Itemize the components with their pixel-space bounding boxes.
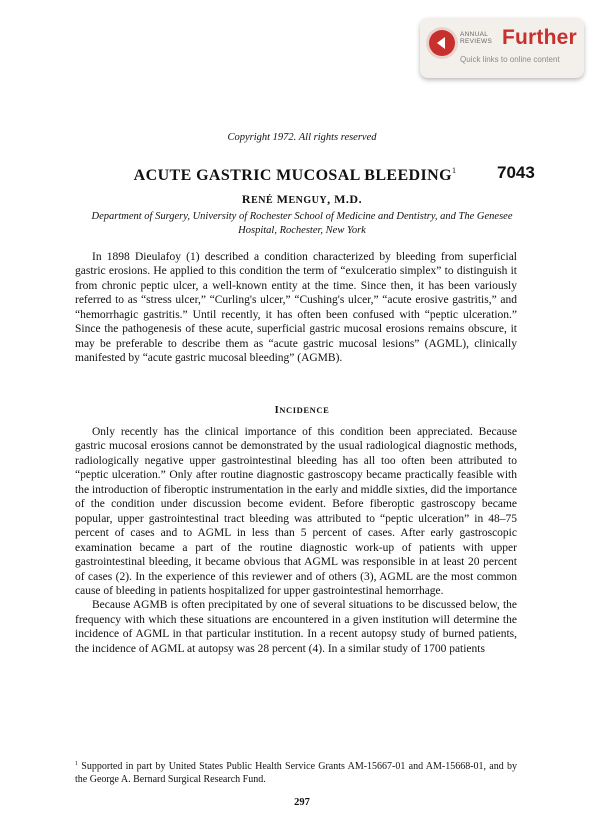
document-number: 7043 bbox=[497, 163, 535, 182]
article-title bbox=[60, 166, 530, 185]
author-last-rest: ENGUY bbox=[288, 195, 328, 206]
author-first-initial: R bbox=[241, 192, 252, 206]
heading-initial: I bbox=[274, 405, 280, 416]
intro-section bbox=[75, 250, 517, 366]
footnote-text: Supported in part by United States Public Health Service Grants AM-15667-01 and AM-15668-01, and by the George A. Bernard Surgical Research Fund. bbox=[75, 761, 517, 785]
footnote-mark: 1 bbox=[75, 761, 78, 767]
author-degree: , M.D. bbox=[327, 192, 363, 206]
article-title-text: ACUTE GASTRIC MUCOSAL BLEEDING bbox=[133, 167, 452, 184]
author-name bbox=[0, 192, 604, 207]
footnote bbox=[75, 758, 517, 786]
incidence-section bbox=[75, 425, 517, 656]
page-number: 297 bbox=[294, 797, 310, 808]
paragraph-incidence-2: Because AGMB is often precipitated by one of several situations to be discussed below, the frequency with which these situations are encountered in a given institution will determine the incidence of AGML in that particular institution. In a recent autopsy study of burned patients, the incidence of AGML at autopsy was 28 percent (4). In a similar study of 1700 patients bbox=[75, 599, 517, 655]
heading-rest: NCIDENCE bbox=[279, 405, 330, 415]
quick-links-label: Quick links to online content bbox=[460, 55, 560, 64]
section-heading-incidence bbox=[0, 405, 604, 416]
author-first-rest: ENÉ bbox=[251, 195, 274, 206]
paragraph-incidence-1: Only recently has the clinical importance of this condition been appreciated. Because gastric mucosal erosions cannot be demonstrated by the usual radiological diagnostic methods, radiologically negative upper gastrointestinal bleeding has all too often been attributed to “peptic ulceration.” Only after routine diagnostic gastroscopy became practically feasible with the introduction of fiberoptic instrumentation in the early and middle sixties, did the importance of the condition under discussion become evident. Before fiberoptic gastroscopy became popular, upper gastrointestinal tract bleeding was attributed to “peptic ulceration” in 48–75 percent of cases and to AGML in less than 5 percent of cases. After early gastroscopic examination became a part of the routine diagnostic work-up of patients with upper gastrointestinal bleeding, it became obvious that AGML was responsible in at least 20 percent of cases (2). In the experience of this reviewer and of others (3), AGML are the most common cause of bleeding in patients hospitalized for upper gastrointestinal hemorrhage. bbox=[75, 426, 517, 597]
title-footnote-mark: 1 bbox=[451, 166, 457, 175]
paragraph-intro: In 1898 Dieulafoy (1) described a condition characterized by bleeding from superficial gastric erosions. He applied to this condition the term of “exulceratio simplex” to distinguish it from chronic peptic ulcer, a well-known entity at the time. Since then, it has been variously referred to as “stress ulcer,” “Curling's ulcer,” “Cushing's ulcer,” “acute erosive gastritis,” and “hemorrhagic gastritis.” Until recently, it has often been confused with “peptic ulceration.” Since the pathogenesis of these acute, superficial gastric mucosal erosions remains obscure, it may be preferable to describe them as “acute gastric mucosal lesions” (AGML), clinically manifested by “acute gastric mucosal bleeding” (AGMB). bbox=[75, 251, 517, 365]
author-last-initial: M bbox=[276, 192, 289, 206]
copyright-line: Copyright 1972. All rights reserved bbox=[227, 132, 377, 143]
further-links-badge[interactable] bbox=[420, 18, 584, 78]
further-label: Further bbox=[502, 26, 577, 49]
author-affiliation: Department of Surgery, University of Rochester School of Medicine and Dentistry, and The Genesee Hospital, Rochester, New York bbox=[91, 211, 513, 236]
arrow-left-circle-icon bbox=[429, 30, 455, 56]
annual-reviews-label: ANNUAL REVIEWS bbox=[460, 31, 493, 45]
